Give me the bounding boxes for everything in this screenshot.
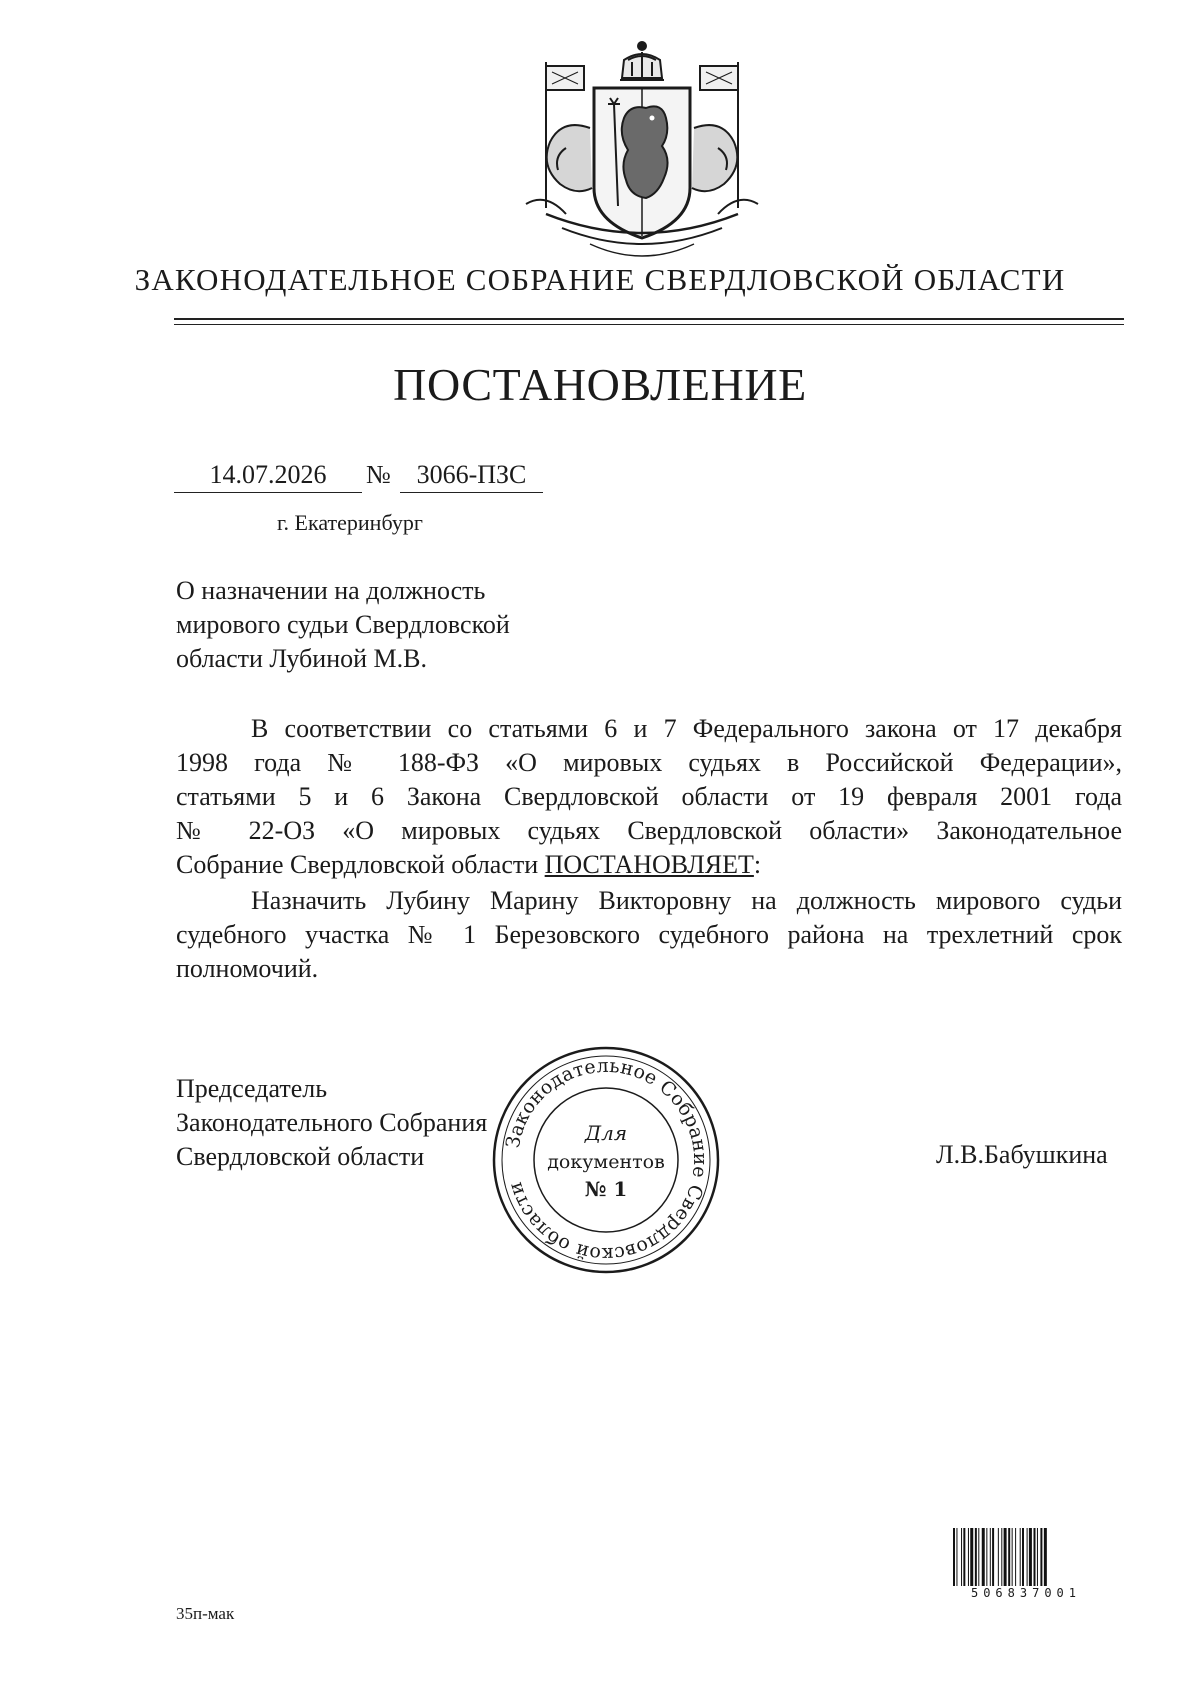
barcode-bar [1020,1528,1021,1586]
barcode-bar [1022,1528,1024,1586]
body-text: : [753,850,762,879]
number-sign: № [366,460,391,489]
barcode-bar [1044,1528,1047,1586]
body-line: полномочий. [176,954,319,983]
stamp-center-line: № 1 [584,1177,628,1201]
document-date: 14.07.2026 [174,460,362,493]
coat-of-arms-icon [506,38,778,274]
barcode-bar [963,1528,965,1586]
body-line: В соответствии со статьями 6 и 7 Федерального закона от 17 декабря [251,714,1122,743]
resolution-keyword: ПОСТАНОВЛЯЕТ [544,850,754,879]
body-line: Назначить Лубину Марину Викторовну на должность мирового судьи [251,886,1122,915]
header-divider [174,318,1124,320]
barcode-number: 506837001 [970,1586,1082,1600]
document-title: ПОСТАНОВЛЕНИЕ [393,359,807,410]
barcode-bar [1040,1528,1042,1586]
barcode-bar [1001,1528,1002,1586]
barcode-bar [1008,1528,1010,1586]
body-line: статьями 5 и 6 Закона Свердловской области от 19 февраля 2001 года [176,782,1122,811]
subject-line: мирового судьи Свердловской [176,610,510,639]
barcode-bar [986,1528,987,1586]
signatory-position [176,1072,487,1174]
barcode-bar [990,1528,991,1586]
barcode-bar [992,1528,994,1586]
subject-line: О назначении на должность [176,576,486,605]
barcode-bar [956,1528,957,1586]
barcode-bar [1029,1528,1032,1586]
header-divider-thin [174,324,1124,325]
stamp-center-line: Для [584,1121,628,1145]
organization-name: ЗАКОНОДАТЕЛЬНОЕ СОБРАНИЕ СВЕРДЛОВСКОЙ ОБЛАСТИ [134,262,1066,297]
body-line: № 22-ОЗ «О мировых судьях Свердловской области» Законодательное [176,816,1122,845]
body-text: Собрание Свердловской области [176,850,545,879]
barcode-bar [953,1528,955,1586]
subject-line: области Лубиной М.В. [176,644,427,673]
barcode-icon [953,1528,1099,1586]
body-line: 1998 года № 188-ФЗ «О мировых судьях в Российской Федерации», [176,748,1122,777]
barcode-bar [1004,1528,1007,1586]
position-line: Законодательного Собрания [176,1108,488,1137]
body-line-last [176,848,1122,882]
barcode-bar [982,1528,985,1586]
barcode-bar [1037,1528,1038,1586]
barcode-bar [1027,1528,1028,1586]
barcode-bar [975,1528,977,1586]
position-line: Председатель [176,1074,328,1103]
stamp-ring-text: Законодательное Собрание Свердловской области [501,1054,712,1266]
barcode-bar [998,1528,999,1586]
document-body [176,712,1122,986]
barcode-bar [970,1528,973,1586]
stamp-center-line: документов [547,1151,665,1173]
barcode-bar [1012,1528,1013,1586]
body-line: судебного участка № 1 Березовского судебного района на трехлетний срок [176,920,1122,949]
barcode-bar [978,1528,979,1586]
position-line: Свердловской области [176,1142,425,1171]
document-city: г. Екатеринбург [277,510,423,535]
document-number: 3066-ПЗС [400,460,543,493]
barcode-bar [1015,1528,1016,1586]
barcode-bar [961,1528,962,1586]
barcode-bar [968,1528,969,1586]
official-stamp [490,1044,722,1276]
footer-code: 35п-мак [176,1604,235,1623]
barcode-bar [1034,1528,1036,1586]
signatory-name: Л.В.Бабушкина [936,1140,1108,1169]
document-subject [176,574,510,676]
